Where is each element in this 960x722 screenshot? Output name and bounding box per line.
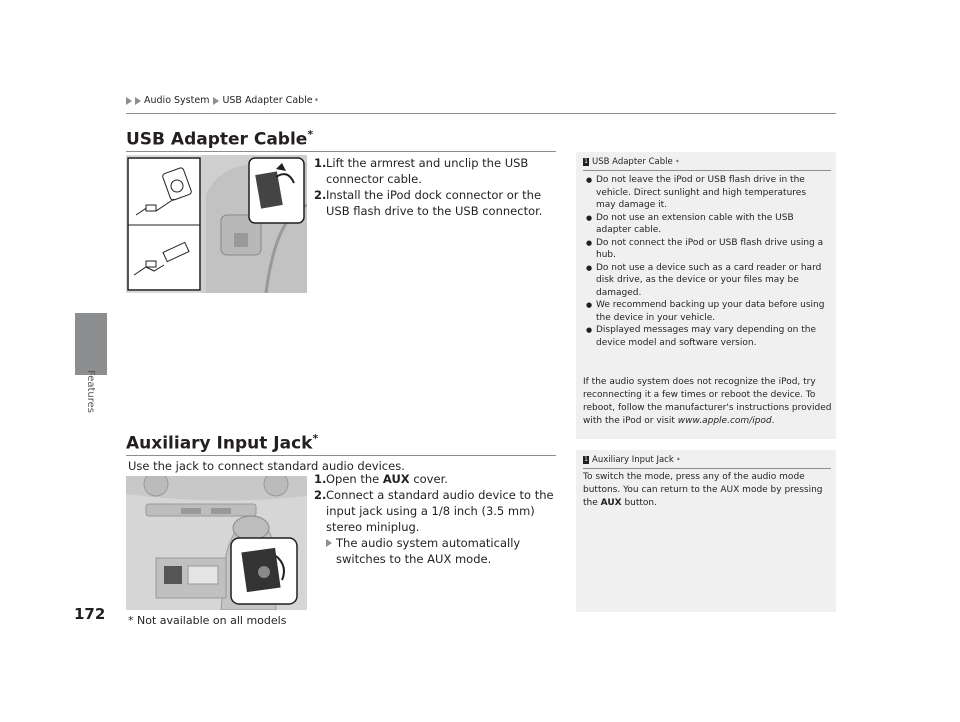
aux-intro: Use the jack to connect standard audio devices. (128, 459, 405, 473)
result-arrow-icon (326, 539, 332, 547)
aux-note-rule (583, 468, 831, 469)
usb-note-bullet: ● Do not use an extension cable with the USB adapter cable. (586, 212, 826, 237)
aux-section-title: Auxiliary Input Jack* (126, 432, 319, 454)
footnote: * Not available on all models (128, 614, 287, 627)
usb-note-bullet: ● Displayed messages may vary depending on the device model and software version. (586, 324, 826, 349)
usb-note-box (576, 152, 836, 439)
breadcrumb-arrow-icon (213, 97, 219, 105)
usb-step-1: 1. Lift the armrest and unclip the USB connector cable. (314, 156, 529, 186)
usb-title-rule (126, 151, 556, 152)
breadcrumb-divider (126, 113, 836, 114)
aux-title-rule (126, 455, 556, 456)
breadcrumb (126, 95, 318, 106)
usb-note-bullet: ● Do not connect the iPod or USB flash drive using a hub. (586, 237, 826, 262)
page-number: 172 (74, 605, 106, 623)
aux-step-result: The audio system automatically switches to the AUX mode. (314, 535, 559, 567)
breadcrumb-arrow-icon (135, 97, 141, 105)
aux-illustration (126, 476, 307, 610)
usb-note-bullet: ● We recommend backing up your data before using the device in your vehicle. (586, 299, 826, 324)
apple-link[interactable]: www.apple.com/ipod (677, 416, 772, 426)
usb-section-title: USB Adapter Cable* (126, 128, 314, 150)
usb-note-bullet: ● Do not use a device such as a card reader or hard disk drive, as the device or your files may be damaged. (586, 262, 826, 300)
aux-steps (314, 471, 559, 567)
aux-step-1: 1. Open the AUX cover. (314, 472, 448, 486)
usb-note-rule (583, 170, 831, 171)
aux-step-2: 2. Connect a standard audio device to the input jack using a 1/8 inch (3.5 mm) stereo miniplug. (314, 488, 554, 534)
usb-steps (314, 155, 554, 219)
aux-note-box (576, 450, 836, 612)
section-tab (75, 313, 107, 375)
usb-note-bullet: ● Do not leave the iPod or USB flash drive in the vehicle. Direct sunlight and high temperatures may damage it. (586, 174, 826, 212)
note-icon: 1 (584, 456, 588, 463)
usb-note-list (586, 174, 826, 349)
breadcrumb-item-usb[interactable]: USB Adapter Cable (222, 95, 313, 106)
usb-step-2: 2. Install the iPod dock connector or the USB flash drive to the USB connector. (314, 188, 543, 218)
breadcrumb-item-audio-system[interactable]: Audio System (144, 95, 210, 106)
usb-note-paragraph: If the audio system does not recognize the iPod, try reconnecting it a few times or reboot the device. To reboot, follow the manufacturer's instructions provided with the iPod or visit www.apple.com/ipod. (583, 377, 832, 426)
aux-note-text: To switch the mode, press any of the audio mode buttons. You can return to the AUX mode by pressing the AUX button. (583, 472, 823, 508)
footnote-star: * (314, 96, 319, 105)
usb-note-title: 1 USB Adapter Cable * (584, 157, 679, 167)
aux-note-title: 1 Auxiliary Input Jack * (584, 455, 680, 465)
usb-illustration (126, 155, 307, 293)
note-icon: 1 (584, 158, 588, 165)
breadcrumb-arrow-icon (126, 97, 132, 105)
section-label: Features (85, 370, 96, 413)
